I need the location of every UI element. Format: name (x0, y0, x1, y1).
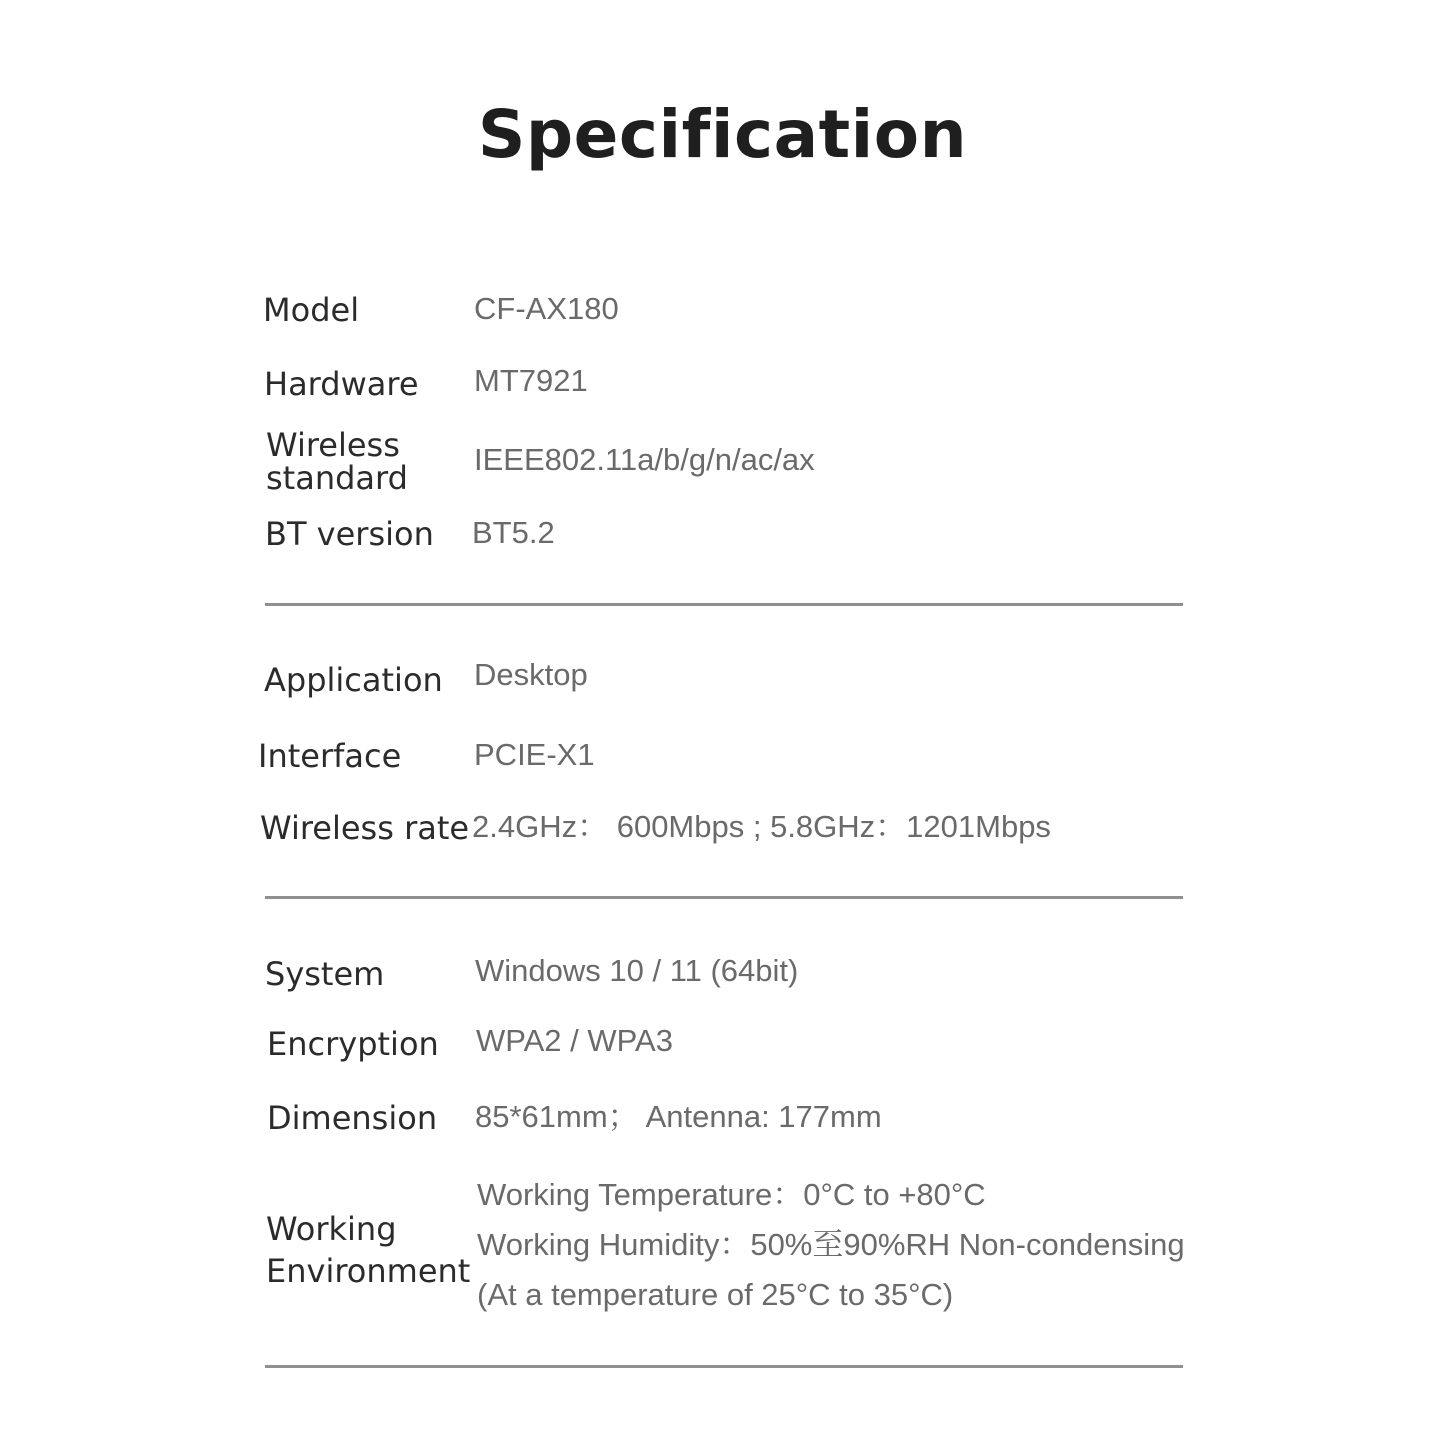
spec-label-encryption: Encryption (267, 1025, 439, 1063)
value-line: (At a temperature of 25°C to 35°C) (477, 1277, 954, 1312)
section-divider (265, 603, 1183, 606)
spec-value-dimension: 85*61mm； Antenna: 177mm (475, 1099, 882, 1134)
spec-label-system: System (265, 955, 385, 993)
label-line: Wireless (266, 426, 400, 464)
spec-label-dimension: Dimension (267, 1099, 438, 1137)
spec-value-application: Desktop (474, 657, 588, 692)
spec-value-model: CF-AX180 (474, 291, 619, 326)
spec-label-hardware: Hardware (264, 365, 419, 403)
value-line: Working Humidity：50%至90%RH Non-condensing (477, 1227, 1185, 1262)
label-line: standard (266, 459, 408, 497)
value-line: Working Temperature：0°C to +80°C (477, 1177, 986, 1212)
spec-value-interface: PCIE-X1 (474, 737, 595, 772)
spec-value-bt-version: BT5.2 (472, 515, 555, 550)
spec-value-encryption: WPA2 / WPA3 (476, 1023, 673, 1058)
spec-value-wireless-standard: IEEE802.11a/b/g/n/ac/ax (474, 442, 815, 477)
page-title: Specification (477, 96, 968, 173)
spec-label-bt-version: BT version (265, 515, 434, 553)
spec-value-hardware: MT7921 (474, 363, 588, 398)
section-divider (265, 896, 1183, 899)
label-line: Environment (266, 1252, 471, 1290)
spec-label-working-environment (266, 1208, 470, 1292)
spec-value-system: Windows 10 / 11 (64bit) (475, 953, 799, 988)
spec-label-wireless-standard (266, 426, 408, 497)
spec-value-working-environment (477, 1170, 1185, 1320)
spec-label-interface: Interface (258, 737, 402, 775)
section-divider (265, 1365, 1183, 1368)
spec-label-wireless-rate: Wireless rate (260, 809, 470, 847)
spec-label-application: Application (264, 661, 443, 699)
spec-label-model: Model (263, 291, 360, 329)
spec-value-wireless-rate: 2.4GHz： 600Mbps ; 5.8GHz：1201Mbps (472, 809, 1051, 844)
label-line: Working (266, 1210, 397, 1248)
